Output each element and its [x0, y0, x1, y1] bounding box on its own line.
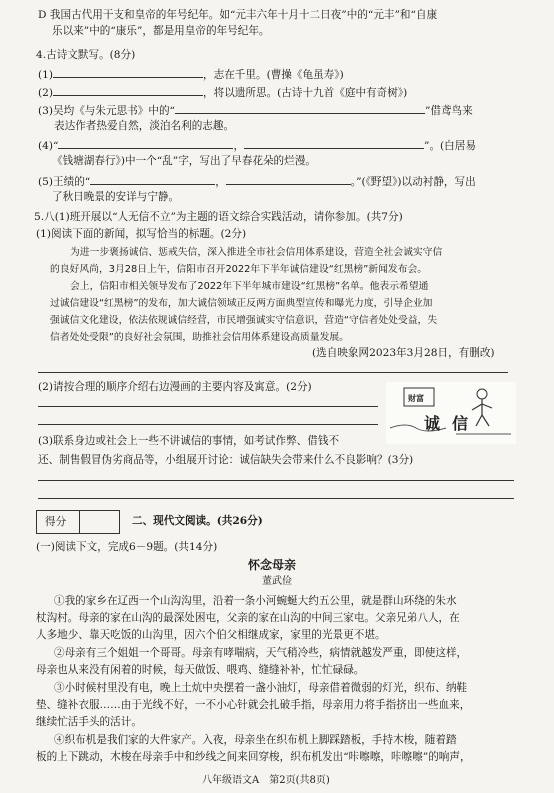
q4-5: (5)王绩的“ ， 。”(《野望》)以动衬静，写出 — [38, 173, 476, 190]
paragraph-line: 板的上下跳动，木梭在母亲手中和纱线之间来回穿梭，织布机发出“咔嚓嚓，咔嚓嚓”的响声， — [36, 751, 471, 763]
section-heading: 二、现代文阅读。(共26分) — [132, 515, 263, 527]
text-line: 乐以来”中的“康乐”，都是用皇帝的年号纪年。 — [52, 25, 270, 37]
paragraph-line: ①我的家乡在辽西一个山沟沟里，沿着一条小河蜿蜒大约五公里，就是群山环绕的朱水 — [54, 595, 457, 607]
q4-4: (4)“ ， ”。(白居易 — [38, 137, 476, 154]
answer-blank[interactable] — [226, 173, 351, 185]
article-author: 董武俭 — [262, 576, 292, 587]
text-line: 还、制售假冒伪劣商品等，小组展开讨论：诚信缺失会带来什么不良影响？(3分) — [38, 454, 414, 466]
answer-blank[interactable] — [244, 137, 424, 149]
news-line: 强诚信文化建设，依法依规诚信经营，市民增强诚实守信意识，营造“守信者处处受益，失 — [50, 315, 438, 326]
text-line: 《钱塘湖春行》)中一个“乱”字，写出了早春花朵的烂漫。 — [52, 155, 316, 167]
news-line: 信者处处受限”的良好社会氛围，助推社会信用体系建设高质量发展。 — [50, 332, 349, 343]
page-footer: 八年级语文A 第2页(共8页) — [202, 775, 330, 786]
q4-3: (3)吴均《与朱元思书》中的“ ”借鸢鸟来 — [38, 102, 473, 119]
article-title: 怀念母亲 — [248, 558, 297, 572]
answer-blank[interactable] — [175, 102, 425, 114]
score-box — [36, 510, 120, 534]
comic-word: 诚 — [424, 414, 441, 433]
paragraph-line: ④织布机是我们家的大件家产。入夜，母亲坐在织布机上脚踩踏板，手持木梭，随着踏 — [54, 734, 457, 746]
paragraph-line: 垫、缝补衣服……由于光线不好，一不小心针就会扎破手指，母亲用力将手指挤出一些血来， — [36, 699, 471, 711]
q4-1: (1) ，志在千里。(曹操《龟虽寿》) — [38, 66, 344, 83]
sub-heading: (一)阅读下文，完成6－9题。(共14分) — [36, 541, 218, 553]
question-4-heading: 4.古诗文默写。(8分) — [36, 49, 136, 61]
news-line: 的良好风尚，3月28日上午，信阳市召开2022年下半年诚信建设“红黑榜”新闻发布会。 — [50, 264, 428, 275]
news-line: 会上，信阳市相关领导发布了2022年下半年城市建设“红黑榜”名单。他表示希望通 — [70, 281, 429, 292]
q5-3: (3)联系身边或社会上一些不讲诚信的事情，如考试作弊、借钱不 — [38, 435, 340, 447]
answer-line[interactable] — [38, 406, 378, 407]
comic-word: 信 — [452, 414, 469, 433]
q5-1: (1)阅读下面的新闻，拟写恰当的标题。(2分) — [36, 228, 247, 240]
answer-blank[interactable] — [53, 84, 203, 96]
score-cell[interactable] — [79, 511, 80, 533]
answer-line[interactable] — [38, 480, 514, 481]
comic-word: 财富 — [408, 394, 424, 403]
paragraph-line: ②母亲有三个姐姐一个哥哥。母亲有哮喘病，天气稍冷些，病情就越发严重，即使这样， — [54, 647, 468, 659]
q5-2: (2)请按合理的顺序介绍右边漫画的主要内容及寓意。(2分) — [38, 381, 312, 393]
question-5-heading: 5.八(1)班开展以“人无信不立”为主题的语文综合实践活动，请你参加。(共7分) — [34, 211, 403, 223]
paragraph-line: 母亲也从来没有闲着的时候，每天做饭、喂鸡、缝缝补补，忙忙碌碌。 — [36, 664, 365, 676]
answer-line[interactable] — [38, 498, 514, 499]
news-source: (选自映象网2023年3月28日，有删改) — [312, 347, 495, 359]
q4-2: (2) ，将以遗所思。(古诗十九首《庭中有奇树》) — [38, 84, 407, 101]
answer-line[interactable] — [38, 372, 508, 373]
score-label: 得分 — [45, 516, 67, 528]
paragraph-line: 继续忙活手头的活计。 — [36, 716, 142, 728]
text-line: D 我国古代用干支和皇帝的年号纪年。如“元丰六年十月十二日夜”中的“元丰”和“自康 — [38, 9, 438, 21]
comic-drawing — [386, 382, 516, 444]
paragraph-line: 人多地少、靠天吃饭的山沟里，因六个伯父相继成家，家里的光景更不堪。 — [36, 629, 386, 641]
news-line: 为进一步褒扬诚信、惩戒失信，深入推进全市社会信用体系建设，营造全社会诚实守信 — [70, 247, 443, 258]
text-line: 了秋日晚景的安详与宁静。 — [52, 191, 180, 203]
comic-image — [386, 382, 516, 444]
paragraph-line: 杖沟村。母亲的家在山沟的最深处困屯，父亲的家在山沟的中间三家屯。父亲兄弟八人，在 — [36, 612, 460, 624]
answer-blank[interactable] — [58, 137, 233, 149]
text-line: 表达作者热爱自然，淡泊名利的志趣。 — [54, 120, 235, 132]
news-line: 过诚信建设“红黑榜”的发布，加大诚信领域正反两方面典型宣传和曝光力度，引导企业加 — [50, 298, 433, 309]
answer-blank[interactable] — [53, 66, 203, 78]
paragraph-line: ③小时候村里没有电，晚上土炕中央摆着一盏小油灯，母亲借着微弱的灯光，织布、纳鞋 — [54, 682, 468, 694]
answer-blank[interactable] — [90, 173, 215, 185]
answer-line[interactable] — [38, 424, 378, 425]
